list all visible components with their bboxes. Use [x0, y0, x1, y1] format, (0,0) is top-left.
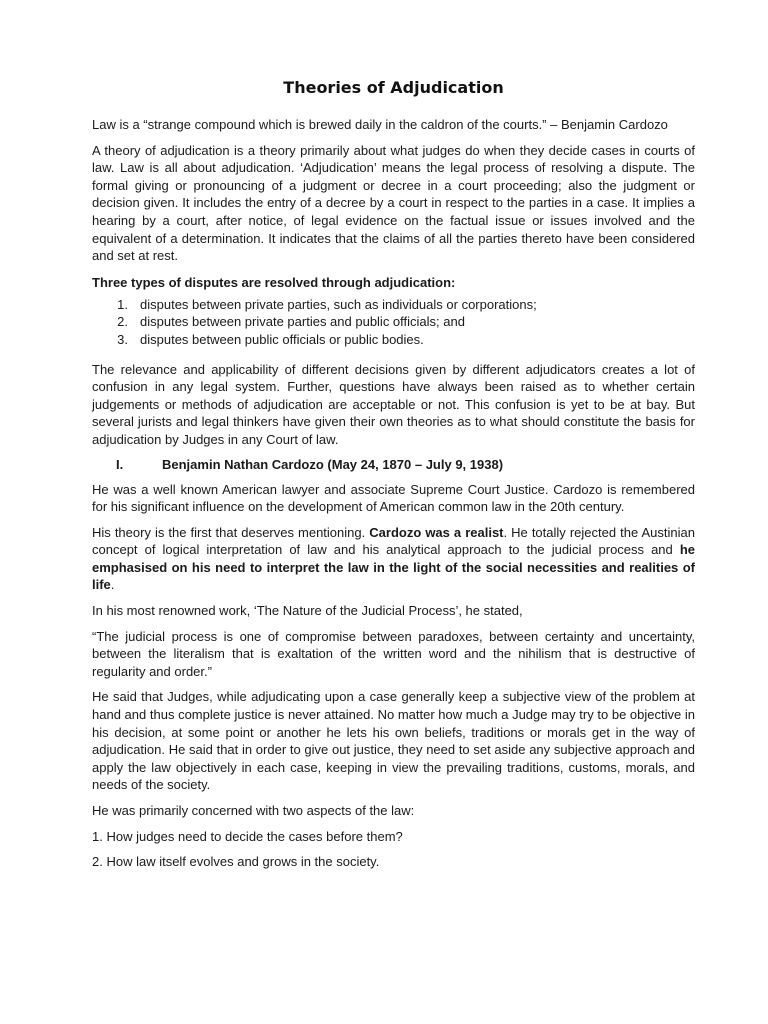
bold-text-realist: Cardozo was a realist: [369, 524, 504, 540]
intro-quote: Law is a “strange compound which is brewed daily in the caldron of the courts.” – Benjamin Cardozo: [92, 117, 668, 132]
list-item-number: 3.: [117, 331, 128, 347]
page-title: Theories of Adjudication: [283, 78, 504, 97]
text-run: .: [110, 577, 115, 593]
list-item-text: disputes between public officials or public bodies.: [140, 331, 424, 347]
paragraph-judicial-quote: “The judicial process is one of compromise between paradoxes, between certainty and uncertainty, between the literalism that is exaltation of the written word and the nihilism that is destructive of regularity and order.”: [92, 628, 695, 679]
list-item-text: disputes between private parties, such as individuals or corporations;: [140, 296, 537, 312]
paragraph-definition: A theory of adjudication is a theory primarily about what judges do when they decide cases in courts of law. Law is all about adjudication. ‘Adjudication’ means the legal process of resolving a dispute. The formal giving or pronouncing of a judgment or decree in a court proceeding; also the judgment or decision given. It includes the entry of a decree by a court in respect to the parties in a case. It implies a hearing by a court, after notice, of legal evidence on the factual issue or issues involved and the equivalent of a determination. It indicates that the claims of all the parties thereto have been considered and set at rest.: [92, 142, 695, 264]
paragraph-relevance: The relevance and applicability of different decisions given by different adjudicators creates a lot of confusion in any legal system. Further, questions have always been raised as to whether certain judgements or methods of adjudication are acceptable or not. This confusion is yet to be at bay. But several jurists and legal thinkers have given their own theories as to what should constitute the basis for adjudication by Judges in any Court of law.: [92, 361, 695, 447]
list-item: [92, 331, 695, 349]
list-item-text: disputes between private parties and public officials; and: [140, 314, 465, 330]
section-title: Benjamin Nathan Cardozo (May 24, 1870 – July 9, 1938): [162, 456, 504, 472]
text-run: His theory is the first that deserves mentioning.: [92, 524, 370, 540]
paragraph-cardozo-bio: He was a well known American lawyer and associate Supreme Court Justice. Cardozo is remembered for his significant influence on the development of American common law in the 20th century.: [92, 481, 695, 515]
list-item-number: 1.: [117, 296, 128, 312]
section-number: I.: [116, 456, 124, 472]
list-item-number: 2.: [117, 314, 128, 330]
paragraph-renowned-work: In his most renowned work, ‘The Nature of the Judicial Process’, he stated,: [92, 603, 523, 619]
list-item: [92, 313, 695, 331]
paragraph-two-aspects: He was primarily concerned with two aspects of the law:: [92, 803, 415, 818]
section-heading-cardozo: [92, 457, 695, 472]
disputes-list: [92, 296, 695, 349]
paragraph-subjective-view: He said that Judges, while adjudicating upon a case generally keep a subjective view of the problem at hand and thus complete justice is never attained. No matter how much a Judge may try to be objective in his decision, at some point or another he lets his own beliefs, traditions or morals get in the way of adjudication. He said that in order to give out justice, they need to set aside any subjective approach and apply the law objectively in each case, keeping in view the prevailing traditions, customs, morals, and needs of the society.: [92, 689, 695, 793]
aspect-item-1: 1. How judges need to decide the cases before them?: [92, 828, 403, 844]
text-run: . He totally rejected the Austinian concept of logical interpretation of law and his analytical approach to the judicial process and: [92, 524, 695, 558]
list-item: [92, 296, 695, 314]
aspect-item-2: 2. How law itself evolves and grows in the society.: [92, 854, 380, 870]
paragraph-cardozo-theory: [92, 524, 695, 594]
bold-text-emphasis: he emphasised on his need to interpret the law in the light of the social necessities and realities of life: [92, 542, 695, 593]
disputes-heading: Three types of disputes are resolved through adjudication:: [92, 274, 456, 290]
document-page: [92, 78, 695, 879]
